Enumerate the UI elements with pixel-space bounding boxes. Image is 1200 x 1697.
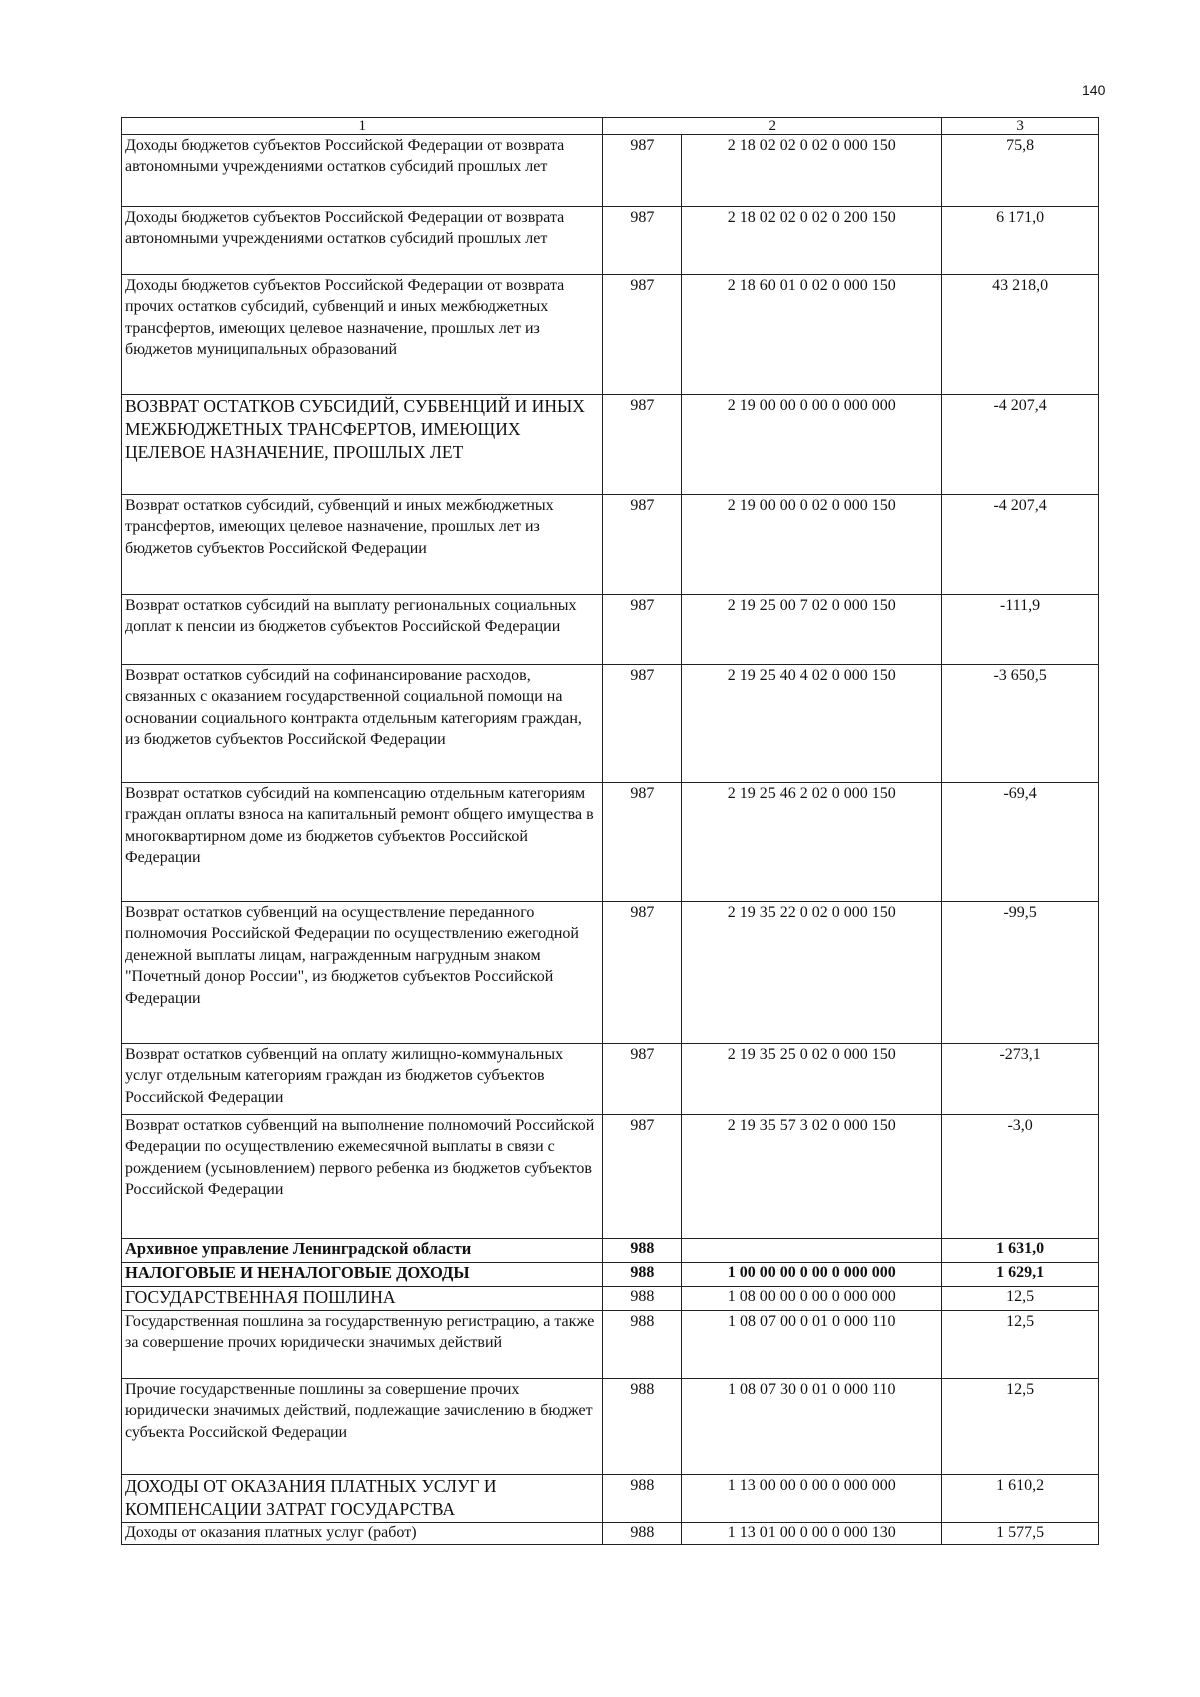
table-row (122, 207, 1099, 275)
table-row (122, 1239, 1099, 1263)
amount: 75,8 (942, 135, 1099, 207)
table-row (122, 395, 1099, 495)
budget-classification-code: 2 18 60 01 0 02 0 000 150 (682, 275, 942, 395)
amount: 1 631,0 (942, 1239, 1099, 1263)
admin-code: 988 (603, 1379, 682, 1475)
budget-classification-code: 1 08 00 00 0 00 0 000 000 (682, 1287, 942, 1311)
budget-classification-code: 2 19 00 00 0 00 0 000 000 (682, 395, 942, 495)
admin-code: 987 (603, 207, 682, 275)
table-row (122, 135, 1099, 207)
table-row (122, 495, 1099, 595)
revenue-name: Архивное управление Ленинградской области (122, 1239, 603, 1263)
budget-classification-code: 2 19 35 57 3 02 0 000 150 (682, 1115, 942, 1239)
amount: 1 629,1 (942, 1263, 1099, 1287)
budget-revenue-table (121, 117, 1099, 1545)
table-row (122, 1263, 1099, 1287)
amount: -3 650,5 (942, 665, 1099, 783)
budget-classification-code: 2 18 02 02 0 02 0 200 150 (682, 207, 942, 275)
admin-code: 988 (603, 1523, 682, 1545)
revenue-name: Возврат остатков субсидий на компенсацию отдельным категориям граждан оплаты взноса на капитальный ремонт общего имущества в многоквартирном доме из бюджетов субъектов Российской Федерации (122, 783, 603, 902)
table-row (122, 1475, 1099, 1523)
budget-classification-code: 1 08 07 30 0 01 0 000 110 (682, 1379, 942, 1475)
revenue-name: Доходы бюджетов субъектов Российской Федерации от возврата прочих остатков субсидий, субвенций и иных межбюджетных трансфертов, имеющих целевое назначение, прошлых лет из бюджетов муниципальных образований (122, 275, 603, 395)
admin-code: 987 (603, 275, 682, 395)
amount: -99,5 (942, 902, 1099, 1044)
revenue-name: Государственная пошлина за государственную регистрацию, а также за совершение прочих юридически значимых действий (122, 1311, 603, 1379)
amount: 6 171,0 (942, 207, 1099, 275)
amount: -69,4 (942, 783, 1099, 902)
revenue-name: ДОХОДЫ ОТ ОКАЗАНИЯ ПЛАТНЫХ УСЛУГ И КОМПЕНСАЦИИ ЗАТРАТ ГОСУДАРСТВА (122, 1475, 603, 1523)
budget-classification-code: 1 13 01 00 0 00 0 000 130 (682, 1523, 942, 1545)
admin-code: 987 (603, 783, 682, 902)
admin-code: 987 (603, 665, 682, 783)
table-row (122, 1379, 1099, 1475)
amount: -111,9 (942, 595, 1099, 665)
table-row (122, 1311, 1099, 1379)
admin-code: 987 (603, 1044, 682, 1115)
admin-code: 987 (603, 902, 682, 1044)
amount: 12,5 (942, 1311, 1099, 1379)
admin-code: 987 (603, 395, 682, 495)
budget-classification-code (682, 1239, 942, 1263)
column-number: 2 (603, 118, 942, 135)
table-row (122, 1115, 1099, 1239)
admin-code: 988 (603, 1263, 682, 1287)
revenue-name: Доходы от оказания платных услуг (работ) (122, 1523, 603, 1545)
table-row (122, 665, 1099, 783)
admin-code: 987 (603, 1115, 682, 1239)
budget-classification-code: 2 18 02 02 0 02 0 000 150 (682, 135, 942, 207)
revenue-name: Возврат остатков субсидий, субвенций и иных межбюджетных трансфертов, имеющих целевое назначение, прошлых лет из бюджетов субъектов Российской Федерации (122, 495, 603, 595)
amount: -4 207,4 (942, 495, 1099, 595)
budget-classification-code: 2 19 25 46 2 02 0 000 150 (682, 783, 942, 902)
budget-classification-code: 2 19 35 25 0 02 0 000 150 (682, 1044, 942, 1115)
revenue-name: Возврат остатков субсидий на софинансирование расходов, связанных с оказанием государственной социальной помощи на основании социального контракта отдельным категориям граждан, из бюджетов субъектов Российской Федерации (122, 665, 603, 783)
page-number: 140 (1082, 82, 1106, 98)
revenue-name: Возврат остатков субсидий на выплату региональных социальных доплат к пенсии из бюджетов субъектов Российской Федерации (122, 595, 603, 665)
revenue-name: ГОСУДАРСТВЕННАЯ ПОШЛИНА (122, 1287, 603, 1311)
column-number-header (122, 118, 1099, 135)
column-number: 1 (122, 118, 603, 135)
revenue-name: ВОЗВРАТ ОСТАТКОВ СУБСИДИЙ, СУБВЕНЦИЙ И ИНЫХ МЕЖБЮДЖЕТНЫХ ТРАНСФЕРТОВ, ИМЕЮЩИХ ЦЕЛЕВОЕ НАЗНАЧЕНИЕ, ПРОШЛЫХ ЛЕТ (122, 395, 603, 495)
budget-classification-code: 1 08 07 00 0 01 0 000 110 (682, 1311, 942, 1379)
budget-classification-code: 1 13 00 00 0 00 0 000 000 (682, 1475, 942, 1523)
revenue-name: Доходы бюджетов субъектов Российской Федерации от возврата автономными учреждениями остатков субсидий прошлых лет (122, 135, 603, 207)
revenue-name: Доходы бюджетов субъектов Российской Федерации от возврата автономными учреждениями остатков субсидий прошлых лет (122, 207, 603, 275)
admin-code: 988 (603, 1475, 682, 1523)
table-row (122, 783, 1099, 902)
table-row (122, 1287, 1099, 1311)
budget-classification-code: 2 19 25 40 4 02 0 000 150 (682, 665, 942, 783)
admin-code: 987 (603, 495, 682, 595)
amount: 12,5 (942, 1379, 1099, 1475)
table-row (122, 595, 1099, 665)
budget-classification-code: 2 19 35 22 0 02 0 000 150 (682, 902, 942, 1044)
amount: 43 218,0 (942, 275, 1099, 395)
table-row (122, 902, 1099, 1044)
admin-code: 988 (603, 1311, 682, 1379)
revenue-name: Прочие государственные пошлины за совершение прочих юридически значимых действий, подлежащие зачислению в бюджет субъекта Российской Федерации (122, 1379, 603, 1475)
table-row (122, 1044, 1099, 1115)
revenue-name: НАЛОГОВЫЕ И НЕНАЛОГОВЫЕ ДОХОДЫ (122, 1263, 603, 1287)
revenue-name: Возврат остатков субвенций на осуществление переданного полномочия Российской Федерации по осуществлению ежегодной денежной выплаты лицам, награжденным нагрудным знаком "Почетный донор России", из бюджетов субъектов Российской Федерации (122, 902, 603, 1044)
table-row (122, 275, 1099, 395)
budget-classification-code: 2 19 00 00 0 02 0 000 150 (682, 495, 942, 595)
amount: -3,0 (942, 1115, 1099, 1239)
amount: -4 207,4 (942, 395, 1099, 495)
amount: -273,1 (942, 1044, 1099, 1115)
budget-classification-code: 1 00 00 00 0 00 0 000 000 (682, 1263, 942, 1287)
table-row (122, 1523, 1099, 1545)
column-number: 3 (942, 118, 1099, 135)
revenue-name: Возврат остатков субвенций на выполнение полномочий Российской Федерации по осуществлению ежемесячной выплаты в связи с рождением (усыновлением) первого ребенка из бюджетов субъектов Российской Федерации (122, 1115, 603, 1239)
admin-code: 987 (603, 595, 682, 665)
amount: 1 577,5 (942, 1523, 1099, 1545)
admin-code: 987 (603, 135, 682, 207)
amount: 12,5 (942, 1287, 1099, 1311)
amount: 1 610,2 (942, 1475, 1099, 1523)
admin-code: 988 (603, 1287, 682, 1311)
budget-classification-code: 2 19 25 00 7 02 0 000 150 (682, 595, 942, 665)
revenue-name: Возврат остатков субвенций на оплату жилищно-коммунальных услуг отдельным категориям граждан из бюджетов субъектов Российской Федерации (122, 1044, 603, 1115)
admin-code: 988 (603, 1239, 682, 1263)
